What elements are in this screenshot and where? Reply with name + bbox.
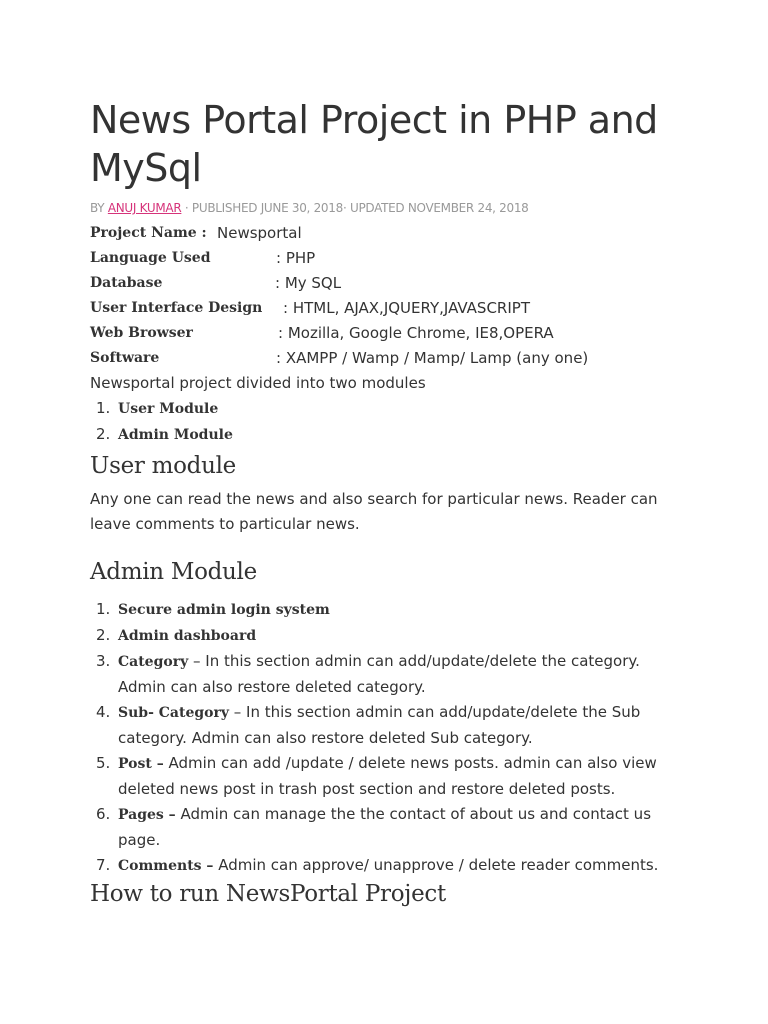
modules-intro: Newsportal project divided into two modules <box>90 374 426 392</box>
list-item <box>90 751 690 802</box>
list-item <box>90 853 690 879</box>
info-row <box>90 346 690 371</box>
feature-name: Secure admin login system <box>118 602 330 618</box>
updated-date: · UPDATED NOVEMBER 24, 2018 <box>342 201 529 215</box>
list-item <box>90 422 690 448</box>
feature-description: – In this section admin can add/update/delete the category. Admin can also restore deleted category. <box>118 652 640 696</box>
list-item <box>90 649 690 700</box>
feature-name: Comments – <box>118 858 214 874</box>
list-number: 6. <box>96 805 111 823</box>
feature-name: Admin dashboard <box>118 628 257 644</box>
info-row <box>90 246 690 271</box>
page-title: News Portal Project in PHP and MySql <box>90 98 658 190</box>
byline <box>90 201 529 215</box>
published-date: · PUBLISHED JUNE 30, 2018 <box>184 201 343 215</box>
info-key: User Interface Design <box>90 300 263 316</box>
info-value: Newsportal <box>217 224 302 242</box>
info-key: Software <box>90 350 160 366</box>
byline-by: BY <box>90 201 105 215</box>
module-name: User Module <box>118 401 219 417</box>
info-value: : Mozilla, Google Chrome, IE8,OPERA <box>278 324 554 342</box>
info-row <box>90 221 690 246</box>
list-item <box>90 396 690 422</box>
feature-name: Pages – <box>118 807 176 823</box>
info-key: Database <box>90 275 163 291</box>
list-item <box>90 802 690 853</box>
info-value: : PHP <box>276 249 316 267</box>
user-module-heading: User module <box>90 453 236 479</box>
module-name: Admin Module <box>118 427 233 443</box>
feature-description: Admin can approve/ unapprove / delete reader comments. <box>213 856 659 874</box>
list-number: 1. <box>96 399 111 417</box>
list-number: 2. <box>96 626 111 644</box>
feature-name: Category <box>118 654 189 670</box>
admin-module-heading: Admin Module <box>90 559 257 585</box>
info-key: Web Browser <box>90 325 193 341</box>
list-item <box>90 623 690 649</box>
project-info <box>90 221 690 909</box>
feature-name: Post – <box>118 756 164 772</box>
list-number: 4. <box>96 703 111 721</box>
info-value: : My SQL <box>275 274 342 292</box>
list-number: 1. <box>96 600 111 618</box>
info-row <box>90 321 690 346</box>
feature-description: Admin can add /update / delete news posts. admin can also view deleted news post in trash post section and restore deleted posts. <box>118 754 657 798</box>
feature-name: Sub- Category <box>118 705 229 721</box>
list-number: 7. <box>96 856 111 874</box>
info-row <box>90 296 690 321</box>
list-item <box>90 597 690 623</box>
admin-features-list <box>90 597 690 879</box>
info-value: : XAMPP / Wamp / Mamp/ Lamp (any one) <box>276 349 589 367</box>
feature-description: – In this section admin can add/update/delete the Sub category. Admin can also restore deleted Sub category. <box>118 703 641 747</box>
list-number: 3. <box>96 652 111 670</box>
list-number: 2. <box>96 425 111 443</box>
info-key: Language Used <box>90 250 211 266</box>
info-row <box>90 271 690 296</box>
info-key: Project Name : <box>90 225 207 241</box>
list-number: 5. <box>96 754 111 772</box>
list-item <box>90 700 690 751</box>
user-module-text: Any one can read the news and also search for particular news. Reader can leave comments to particular news. <box>90 490 658 533</box>
info-value: : HTML, AJAX,JQUERY,JAVASCRIPT <box>283 299 530 317</box>
feature-description: Admin can manage the the contact of about us and contact us page. <box>118 805 652 849</box>
author-link[interactable]: ANUJ KUMAR <box>107 201 182 215</box>
run-project-heading: How to run NewsPortal Project <box>90 881 446 907</box>
modules-list <box>90 396 690 448</box>
